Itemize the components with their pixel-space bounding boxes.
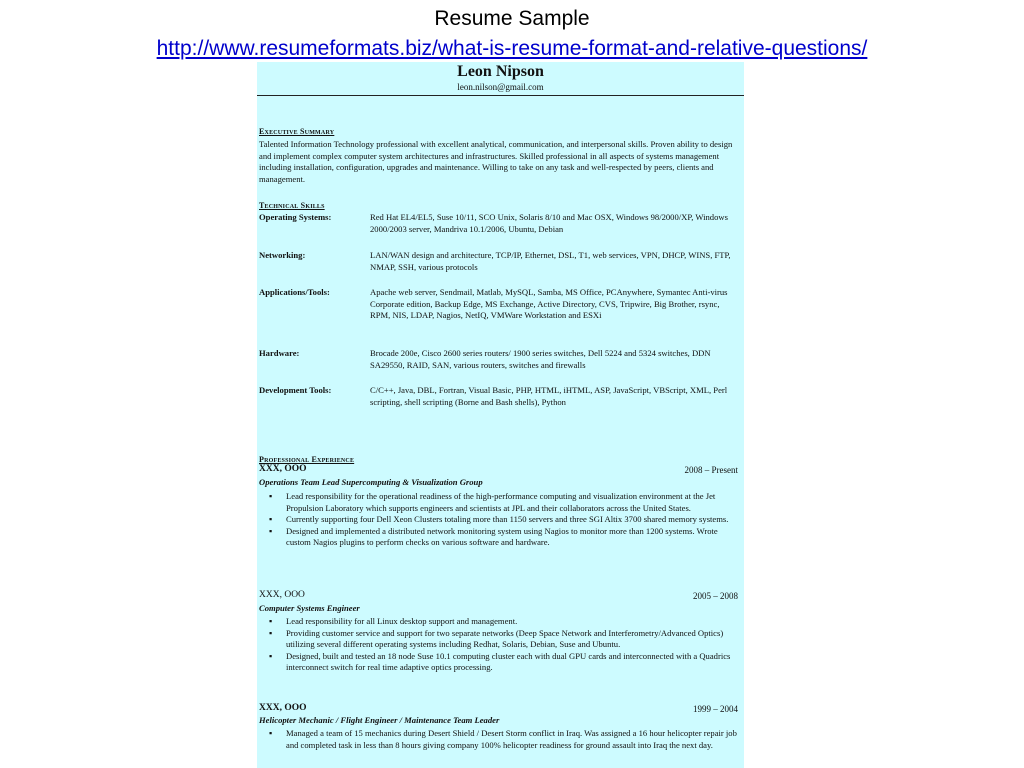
list-item: ▪ Designed, built and tested an 18 node Suse 10.1 computing cluster each with dual GPU cards and interconnected with a Quadrics interconnect switch for real time adaptive optics processing. xyxy=(269,651,744,674)
list-item: ▪ Designed and implemented a distributed network monitoring system using Nagios to monitor more than 1200 systems. Wrote custom Nagios plugins to perform checks on various software and hardware. xyxy=(269,526,744,549)
job-company: XXX, OOO xyxy=(259,464,307,474)
skills-heading: Technical Skills xyxy=(259,201,325,210)
job-bullets xyxy=(269,616,744,674)
skill-label: Development Tools: xyxy=(259,385,332,395)
job-company: XXX, OOO xyxy=(259,590,305,600)
job-dates: 2005 – 2008 xyxy=(693,591,738,601)
experience-heading: Professional Experience xyxy=(259,455,355,464)
summary-heading: Executive Summary xyxy=(259,127,335,136)
source-link[interactable]: http://www.resumeformats.biz/what-is-resume-format-and-relative-questions/ xyxy=(156,37,868,60)
skill-value: C/C++, Java, DBL, Fortran, Visual Basic, PHP, HTML, iHTML, ASP, JavaScript, VBScript, XML, Perl scripting, shell scripting (Borne and Bash shells), Python xyxy=(370,385,728,407)
job-bullets xyxy=(269,491,744,549)
skill-label: Applications/Tools: xyxy=(259,287,330,297)
list-item: ▪ Managed a team of 15 mechanics during Desert Shield / Desert Storm conflict in Iraq. Was assigned a 16 hour helicopter repair job and completed task in less than 8 hours giving company 100% helicopter readiness for ground assault into Iraq the next day. xyxy=(269,728,744,751)
job-title: Operations Team Lead Supercomputing & Visualization Group xyxy=(259,477,483,487)
job-title: Computer Systems Engineer xyxy=(259,603,360,613)
skill-label: Networking: xyxy=(259,250,306,260)
list-item: ▪ Lead responsibility for all Linux desktop support and management. xyxy=(269,616,744,628)
skill-value: LAN/WAN design and architecture, TCP/IP, Ethernet, DSL, T1, web services, VPN, DHCP, WINS, FTP, NMAP, SSH, various protocols xyxy=(370,250,731,272)
skill-label: Hardware: xyxy=(259,348,300,358)
skill-label: Operating Systems: xyxy=(259,212,332,222)
list-item: ▪ Lead responsibility for the operational readiness of the high-performance computing and visualization environment at the Jet Propulsion Laboratory which supports engineers and scientists at JPL and their collaborators across the United States. xyxy=(269,491,744,514)
job-title: Helicopter Mechanic / Flight Engineer / Maintenance Team Leader xyxy=(259,715,500,725)
skill-value: Apache web server, Sendmail, Matlab, MySQL, Samba, MS Office, PCAnywhere, Symantec Anti-virus Corporate edition, Backup Edge, MS Exchange, Active Directory, CVS, Tripwire, Big Brother, rsync, RPM, NIS, LDAP, Nagios, NetIQ, VMWare Workstation and ESXi xyxy=(370,287,728,320)
job-dates: 2008 – Present xyxy=(684,465,738,475)
resume-name: Leon Nipson xyxy=(457,63,544,80)
header-divider xyxy=(257,95,744,96)
job-bullets xyxy=(269,728,744,751)
job-company: XXX, OOO xyxy=(259,703,307,713)
resume-image xyxy=(257,62,744,768)
skill-value: Red Hat EL4/EL5, Suse 10/11, SCO Unix, Solaris 8/10 and Mac OSX, Windows 98/2000/XP, Windows 2000/2003 server, Mandriva 10.1/2006, Ubuntu, Debian xyxy=(370,212,728,234)
list-item: ▪ Currently supporting four Dell Xeon Clusters totaling more than 1150 servers and three SGI Altix 3700 shared memory systems. xyxy=(269,514,744,526)
summary-text: Talented Information Technology professional with excellent analytical, communication, and interpersonal skills. Proven ability to design and implement complex computer system architectures and infrastructures. Skilled professional in all aspects of systems management including installation, configuration, upgrades and maintenance. Willing to take on any task and well-respected by peers, clients and management. xyxy=(259,139,733,184)
list-item: ▪ Providing customer service and support for two separate networks (Deep Space Network and Interferometry/Advanced Optics) utilizing several different operating systems including Redhat, Solaris, Debian, Suse and Ubuntu. xyxy=(269,628,744,651)
skill-value: Brocade 200e, Cisco 2600 series routers/ 1900 series switches, Dell 5224 and 5324 switches, DDN SA29550, RAID, SAN, various routers, switches and firewalls xyxy=(370,348,711,370)
slide-title: Resume Sample xyxy=(434,7,590,30)
resume-email: leon.nilson@gmail.com xyxy=(457,82,544,92)
job-dates: 1999 – 2004 xyxy=(693,704,738,714)
